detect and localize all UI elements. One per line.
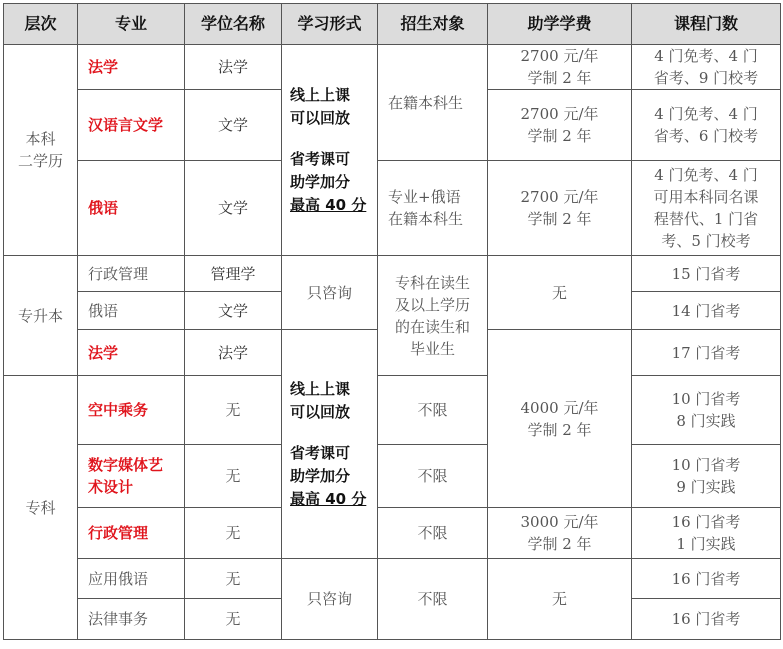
courses-cell: 16 门省考 [632, 559, 781, 599]
target-line: 在籍本科生 [388, 210, 464, 228]
header-row [4, 4, 781, 45]
header-major: 专业 [78, 4, 185, 45]
table-row [4, 256, 781, 292]
spacer [290, 130, 373, 148]
table-row [4, 161, 781, 256]
target-line: 毕业生 [409, 339, 455, 358]
courses-line: 省考、9 门校考 [653, 69, 759, 87]
fee-line: 2700 元/年 [520, 105, 599, 123]
degree-cell: 无 [185, 559, 282, 599]
courses-line: 10 门省考 [671, 390, 741, 408]
degree-cell: 法学 [185, 45, 282, 90]
courses-line: 可用本科同名课 [653, 188, 759, 206]
fee-line: 学制 2 年 [527, 127, 592, 145]
study-mode-online [282, 45, 378, 256]
courses-line: 9 门实践 [676, 478, 736, 496]
major-cell: 行政管理 [78, 508, 185, 559]
target-cell: 不限 [378, 376, 488, 445]
table-row [4, 508, 781, 559]
header-fee: 助学学费 [488, 4, 632, 45]
courses-line: 4 门免考、4 门 [654, 166, 758, 184]
degree-cell: 无 [185, 508, 282, 559]
major-cell: 应用俄语 [78, 559, 185, 599]
degree-cell: 无 [185, 376, 282, 445]
table-row [4, 45, 781, 90]
program-table [3, 3, 781, 640]
target-cell [378, 256, 488, 376]
courses-cell [632, 376, 781, 445]
table-row [4, 376, 781, 445]
degree-cell: 无 [185, 599, 282, 640]
fee-cell [488, 45, 632, 90]
level-text: 本科 [25, 130, 56, 148]
level-upgrade: 专升本 [4, 256, 78, 376]
major-line: 术设计 [88, 478, 134, 496]
mode-line: 可以回放 [290, 402, 351, 421]
mode-line: 省考课可 [290, 443, 351, 462]
courses-cell: 14 门省考 [632, 292, 781, 330]
fee-cell [488, 161, 632, 256]
target-line: 的在读生和 [394, 317, 470, 336]
fee-cell [488, 330, 632, 508]
target-line: 及以上学历 [394, 295, 470, 314]
target-cell: 不限 [378, 559, 488, 640]
degree-cell: 文学 [185, 161, 282, 256]
target-cell: 在籍本科生 [378, 45, 488, 161]
fee-cell: 无 [488, 256, 632, 330]
header-courses: 课程门数 [632, 4, 781, 45]
mode-line: 省考课可 [290, 149, 351, 168]
level-undergrad-second-degree [4, 45, 78, 256]
header-level: 层次 [4, 4, 78, 45]
courses-line: 1 门实践 [676, 535, 736, 553]
courses-line: 程替代、1 门省 [653, 210, 759, 228]
major-cell: 法律事务 [78, 599, 185, 640]
courses-line: 10 门省考 [671, 456, 741, 474]
fee-line: 3000 元/年 [520, 513, 599, 531]
courses-cell: 16 门省考 [632, 599, 781, 640]
target-cell: 不限 [378, 508, 488, 559]
fee-line: 学制 2 年 [527, 69, 592, 87]
fee-cell [488, 90, 632, 161]
table-row [4, 445, 781, 508]
fee-line: 4000 元/年 [520, 398, 599, 417]
courses-cell [632, 45, 781, 90]
degree-cell: 文学 [185, 90, 282, 161]
fee-cell: 无 [488, 559, 632, 640]
mode-line: 助学加分 [290, 466, 351, 485]
courses-cell [632, 161, 781, 256]
spacer [290, 424, 373, 442]
major-cell: 汉语言文学 [78, 90, 185, 161]
courses-cell: 15 门省考 [632, 256, 781, 292]
courses-line: 考、5 门校考 [661, 232, 751, 250]
mode-line-max-score: 最高 40 分 [290, 195, 367, 214]
courses-line: 4 门免考、4 门 [654, 105, 758, 123]
header-degree: 学位名称 [185, 4, 282, 45]
header-study-mode: 学习形式 [282, 4, 378, 45]
major-cell: 法学 [78, 45, 185, 90]
degree-cell: 法学 [185, 330, 282, 376]
major-cell: 空中乘务 [78, 376, 185, 445]
courses-cell [632, 508, 781, 559]
courses-line: 省考、6 门校考 [653, 127, 759, 145]
courses-line: 16 门省考 [671, 513, 741, 531]
level-text: 二学历 [17, 152, 63, 170]
major-line: 数字媒体艺 [88, 456, 164, 474]
major-cell: 行政管理 [78, 256, 185, 292]
level-junior-college: 专科 [4, 376, 78, 640]
target-line: 专业+俄语 [388, 188, 461, 206]
mode-line: 线上上课 [290, 85, 351, 104]
courses-line: 8 门实践 [676, 412, 736, 430]
major-cell [78, 445, 185, 508]
major-cell: 俄语 [78, 161, 185, 256]
courses-line: 4 门免考、4 门 [654, 47, 758, 65]
degree-cell: 文学 [185, 292, 282, 330]
header-target: 招生对象 [378, 4, 488, 45]
fee-line: 2700 元/年 [520, 47, 599, 65]
target-cell [378, 161, 488, 256]
major-cell: 俄语 [78, 292, 185, 330]
courses-cell: 17 门省考 [632, 330, 781, 376]
fee-line: 学制 2 年 [527, 420, 592, 439]
study-mode-online [282, 330, 378, 559]
courses-cell [632, 445, 781, 508]
target-line: 专科在读生 [394, 273, 470, 292]
mode-line: 可以回放 [290, 108, 351, 127]
table-row [4, 559, 781, 599]
mode-line-max-score: 最高 40 分 [290, 489, 367, 508]
fee-line: 学制 2 年 [527, 535, 592, 553]
study-mode-consult: 只咨询 [282, 256, 378, 330]
courses-cell [632, 90, 781, 161]
fee-cell [488, 508, 632, 559]
target-cell: 不限 [378, 445, 488, 508]
fee-line: 学制 2 年 [527, 210, 592, 228]
major-cell: 法学 [78, 330, 185, 376]
degree-cell: 管理学 [185, 256, 282, 292]
mode-line: 线上上课 [290, 379, 351, 398]
mode-line: 助学加分 [290, 172, 351, 191]
degree-cell: 无 [185, 445, 282, 508]
study-mode-consult: 只咨询 [282, 559, 378, 640]
fee-line: 2700 元/年 [520, 188, 599, 206]
